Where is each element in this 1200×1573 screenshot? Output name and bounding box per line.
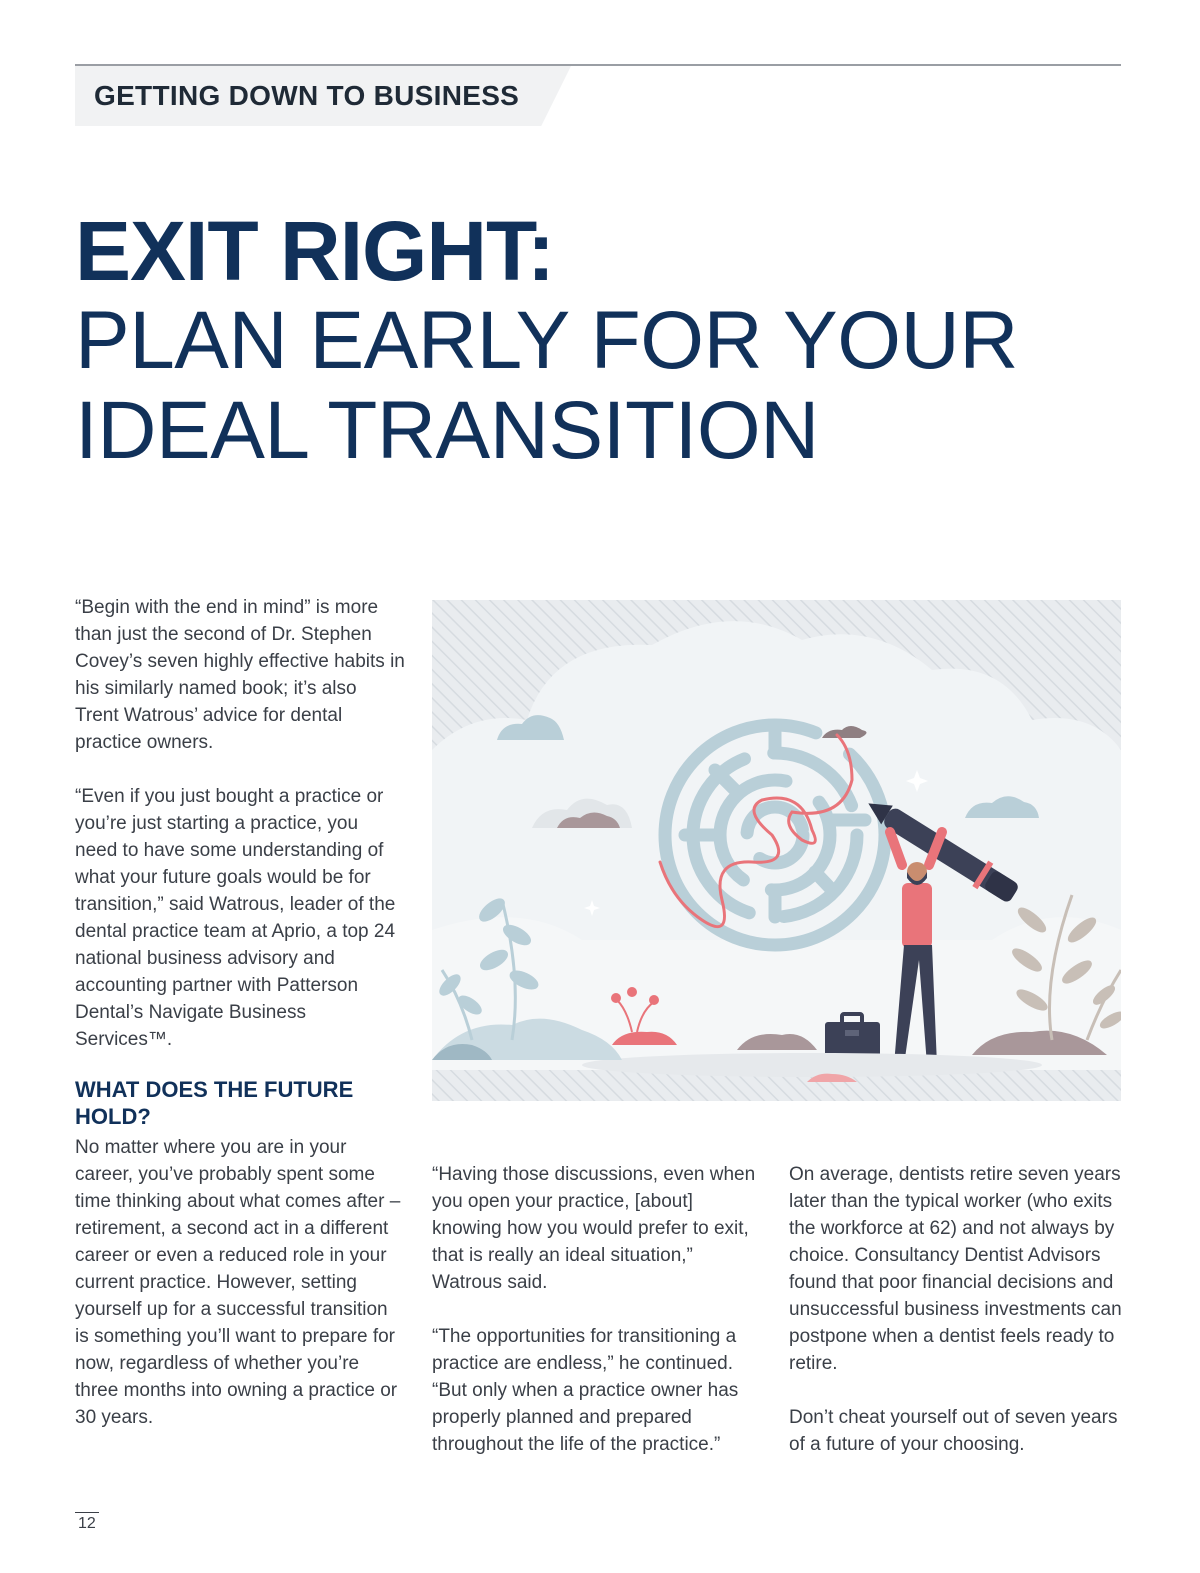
right-paragraph-2: Don’t cheat yourself out of seven years of a future of your choosing.: [789, 1407, 1118, 1455]
section-paragraph-1: No matter where you are in your career, you’ve probably spent some time thinking about what comes after – retirement, a second act in a different career or even a reduced role in your current practice. However, setting yourself up for a successful transition is something you’ll want to prepare for now, regardless of whether you’re three months into owning a practice or 30 years.: [75, 1137, 401, 1428]
section-column: [75, 1134, 405, 1431]
article-title: [75, 206, 1018, 476]
intro-paragraph-2: “Even if you just bought a practice or you’re just starting a practice, you need to have some understanding of what your future goals would be for transition,” said Watrous, leader of the dental practice team at Aprio, a top 24 national business advisory and accounting partner with Patterson Dental’s Navigate Business Services™.: [75, 786, 396, 1050]
intro-column: [75, 594, 405, 1053]
middle-paragraph-1: “Having those discussions, even when you open your practice, [about] knowing how you would prefer to exit, that is really an ideal situation,” Watrous said.: [432, 1164, 756, 1293]
ground-shadow: [582, 1053, 1042, 1077]
top-rule: [75, 64, 1121, 66]
title-main: EXIT RIGHT:: [75, 204, 555, 298]
middle-paragraph-2: “The opportunities for transitioning a practice are endless,” he continued. “But only when a practice owner has properly planned and prepared throughout the life of the practice.”: [432, 1326, 739, 1455]
title-sub-line-2: IDEAL TRANSITION: [75, 385, 819, 476]
page-number: 12: [78, 1515, 96, 1532]
page-number-rule: [75, 1512, 99, 1513]
intro-paragraph-1: “Begin with the end in mind” is more than just the second of Dr. Stephen Covey’s seven highly effective habits in his similarly named book; it’s also Trent Watrous’ advice for dental practice owners.: [75, 597, 405, 753]
section-heading: WHAT DOES THE FUTURE HOLD?: [75, 1077, 354, 1129]
title-sub-line-1: PLAN EARLY FOR YOUR: [75, 295, 1018, 386]
right-column: [789, 1161, 1124, 1458]
maze-illustration: [432, 600, 1121, 1101]
section-label: GETTING DOWN TO BUSINESS: [94, 80, 520, 111]
right-paragraph-1: On average, dentists retire seven years later than the typical worker (who exits the workforce at 62) and not always by choice. Consultancy Dentist Advisors found that poor financial decisions and unsuccessful business investments can postpone when a dentist feels ready to retire.: [789, 1164, 1122, 1374]
middle-column: [432, 1161, 767, 1458]
